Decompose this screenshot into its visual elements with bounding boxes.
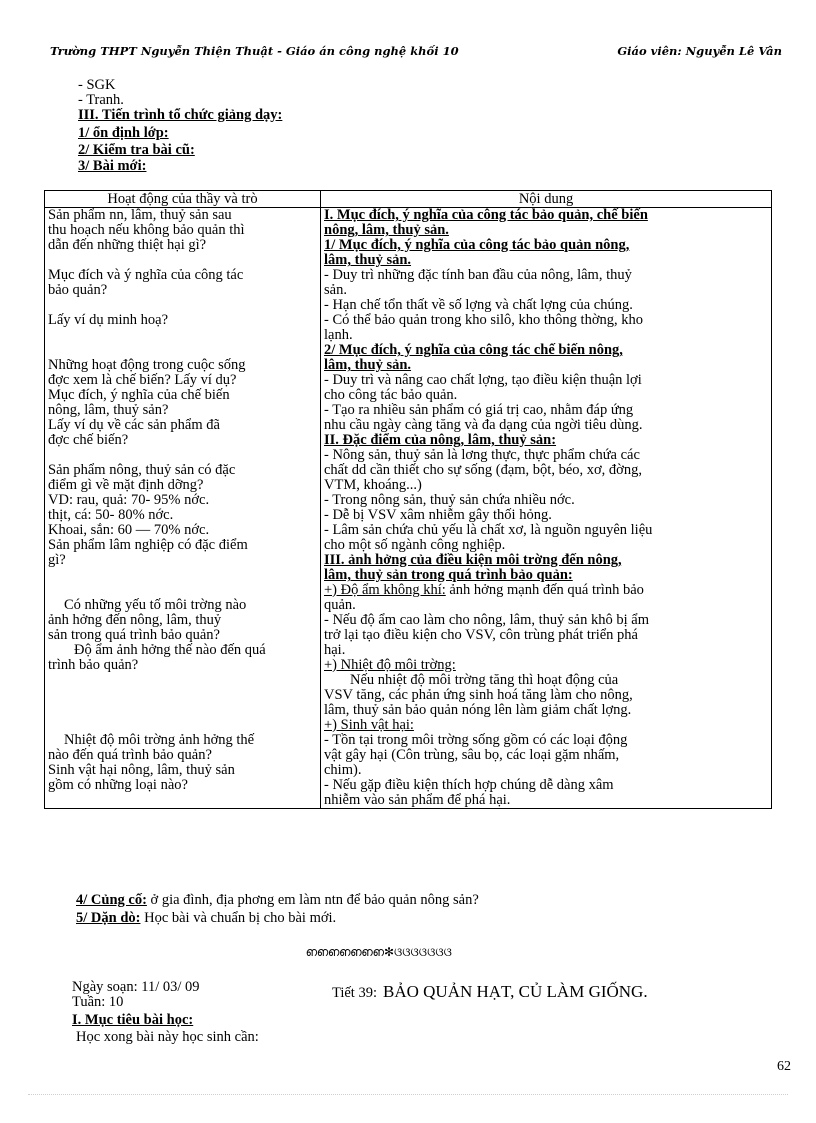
content-heading: I. Mục đích, ý nghĩa của công tác bảo quản, chế biến — [324, 207, 648, 223]
content-line: - Lâm sản chứa chủ yếu là chất xơ, là nguồn nguyên liệu — [324, 522, 653, 538]
content-line: chim). — [324, 762, 362, 778]
content-line: - Dễ bị VSV xâm nhiễm gây thối hỏng. — [324, 507, 552, 523]
content-subheading: 2/ Mục đích, ý nghĩa của công tác chế biến nông, — [324, 342, 623, 358]
homework-line — [76, 911, 336, 926]
question-line: đợc xem là chế biến? Lấy ví dụ? — [48, 372, 237, 388]
section-divider-ornament: ഩഩഩഩഩഩഩ✻ଓଓଓଓଓଓଓ — [306, 945, 452, 959]
question-line: bảo quản? — [48, 282, 108, 298]
page-header-left: Trường THPT Nguyễn Thiện Thuật - Giáo án công nghệ khối 10 — [50, 44, 459, 58]
question-line: VD: rau, quả: 70- 95% nớc. — [48, 492, 210, 508]
next-lesson-title-line — [332, 982, 648, 1002]
content-line: VTM, khoáng...) — [324, 477, 422, 493]
content-line: trở lại tạo điều kiện cho VSV, côn trùng phát triển phá — [324, 627, 638, 643]
period-label: Tiết 39: — [332, 985, 377, 1001]
content-line: chất dd cần thiết cho sự sống (đạm, bột, béo, xơ, đờng, — [324, 462, 642, 478]
content-heading: II. Đặc điểm của nông, lâm, thuỷ sản: — [324, 432, 557, 448]
prep-date: Ngày soạn: 11/ 03/ 09 — [72, 979, 200, 995]
step-2-homework-check: 2/ Kiểm tra bài cũ: — [78, 142, 195, 158]
content-line: - Nếu gặp điều kiện thích hợp chúng dễ dàng xâm — [324, 777, 614, 793]
question-line: gồm có những loại nào? — [48, 777, 188, 793]
content-heading: III. ảnh hởng của điều kiện môi trờng đến nông, — [324, 552, 622, 568]
question-line: Nhiệt độ môi trờng ảnh hởng thế — [64, 732, 255, 748]
question-line: sản trong quá trình bảo quản? — [48, 627, 220, 643]
question-line: Sinh vật hại nông, lâm, thuỷ sản — [48, 762, 235, 778]
content-heading: nông, lâm, thuỷ sản. — [324, 222, 449, 238]
objectives-intro: Học xong bài này học sinh cần: — [76, 1029, 259, 1045]
teacher-student-activities-cell — [45, 208, 321, 809]
homework-label: 5/ Dặn dò: — [76, 910, 141, 926]
material-textbook: - SGK — [78, 77, 116, 93]
table-header-row — [45, 191, 772, 208]
question-line: Sản phẩm nông, thuỷ sản có đặc — [48, 462, 236, 478]
temperature-subhead: +) Nhiệt độ môi trờng: — [324, 657, 456, 673]
question-line: gì? — [48, 552, 66, 568]
step-3-new-lesson: 3/ Bài mới: — [78, 158, 147, 174]
content-line: cho một số ngành công nghiệp. — [324, 537, 506, 553]
content-heading: lâm, thuỷ sản trong quá trình bảo quản: — [324, 567, 573, 583]
content-line: quản. — [324, 597, 356, 613]
content-line: nhiễm vào sản phẩm để phá hại. — [324, 792, 511, 808]
question-line: Sản phẩm lâm nghiệp có đặc điểm — [48, 537, 248, 553]
question-line: Độ ẩm ảnh hởng thế nào đến quá — [74, 642, 266, 658]
question-line: dẫn đến những thiệt hại gì? — [48, 237, 207, 253]
consolidation-text: ở gia đình, địa phơng em làm ntn để bảo quản nông sản? — [146, 892, 479, 908]
content-line: sản. — [324, 282, 347, 298]
page-header-right: Giáo viên: Nguyễn Lê Vân — [617, 44, 782, 58]
question-line: thu hoạch nếu không bảo quản thì — [48, 222, 245, 238]
content-line: - Nếu độ ẩm cao làm cho nông, lâm, thuỷ sản khô bị ẩm — [324, 612, 649, 628]
table-body-row — [45, 208, 772, 809]
content-line: VSV tăng, các phản ứng sinh hoá tăng làm cho nông, — [324, 687, 633, 703]
question-line: Có những yếu tố môi trờng nào — [64, 597, 247, 613]
content-line: cho công tác bảo quản. — [324, 387, 458, 403]
content-line: - Duy trì những đặc tính ban đầu của nông, lâm, thuỷ — [324, 267, 632, 283]
question-line: Lấy ví dụ về các sản phẩm đã — [48, 417, 220, 433]
section-3-title: III. Tiến trình tổ chức giảng dạy: — [78, 107, 283, 123]
content-cell — [321, 208, 772, 809]
question-line: điểm gì về mặt định dỡng? — [48, 477, 204, 493]
content-line: vật gây hại (Côn trùng, sâu bọ, các loại gặm nhấm, — [324, 747, 620, 763]
week-number: Tuần: 10 — [72, 994, 124, 1010]
question-line: ảnh hởng đến nông, lâm, thuỷ — [48, 612, 222, 628]
question-line: Lấy ví dụ minh hoạ? — [48, 312, 169, 328]
question-line: Mục đích, ý nghĩa của chế biến — [48, 387, 230, 403]
content-line: - Có thể bảo quản trong kho silô, kho thông thờng, kho — [324, 312, 643, 328]
consolidation-line — [76, 893, 479, 908]
content-line: ảnh hởng mạnh đến quá trình bảo — [445, 582, 644, 598]
consolidation-label: 4/ Củng cố: — [76, 892, 147, 908]
content-line: Nếu nhiệt độ môi trờng tăng thì hoạt động của — [350, 672, 619, 688]
question-line: Những hoạt động trong cuộc sống — [48, 357, 246, 373]
footer-dotted-rule — [28, 1094, 788, 1095]
question-line: nông, lâm, thuỷ sản? — [48, 402, 169, 418]
content-line: - Tồn tại trong môi trờng sống gồm có các loại động — [324, 732, 628, 748]
question-line: nào đến quá trình bảo quản? — [48, 747, 212, 763]
col-header-content: Nội dung — [321, 191, 772, 208]
content-line: - Duy trì và nâng cao chất lợng, tạo điều kiện thuận lợi — [324, 372, 642, 388]
content-subheading: 1/ Mục đích, ý nghĩa của công tác bảo quản nông, — [324, 237, 630, 253]
objectives-title: I. Mục tiêu bài học: — [72, 1012, 194, 1028]
question-line: Mục đích và ý nghĩa của công tác — [48, 267, 244, 283]
question-line: Sản phẩm nn, lâm, thuỷ sản sau — [48, 207, 232, 223]
lesson-plan-table — [44, 190, 772, 809]
pests-subhead: +) Sinh vật hại: — [324, 717, 414, 733]
content-line: - Trong nông sản, thuỷ sản chứa nhiều nớc. — [324, 492, 575, 508]
question-line: trình bảo quản? — [48, 657, 139, 673]
question-line: thịt, cá: 50- 80% nớc. — [48, 507, 174, 523]
content-line: - Hạn chế tổn thất về số lợng và chất lợng của chúng. — [324, 297, 633, 313]
content-subheading: lâm, thuỷ sản. — [324, 252, 412, 268]
step-1-class-order: 1/ ổn định lớp: — [78, 125, 169, 141]
content-line: hại. — [324, 642, 346, 658]
col-header-activities: Hoạt động của thầy và trò — [45, 191, 321, 208]
homework-text: Học bài và chuẩn bị cho bài mới. — [140, 910, 337, 926]
humidity-subhead: +) Độ ẩm không khí: — [324, 582, 446, 598]
question-line: Khoai, sắn: 60 — 70% nớc. — [48, 522, 210, 538]
content-line: lâm, thuỷ sản bảo quản nóng lên làm giảm chất lợng. — [324, 702, 632, 718]
content-line: lạnh. — [324, 327, 353, 343]
content-line: nhu cầu ngày càng tăng và đa dạng của ngời tiêu dùng. — [324, 417, 643, 433]
content-line: - Nông sản, thuỷ sản là lơng thực, thực phẩm chứa các — [324, 447, 640, 463]
content-subheading: lâm, thuỷ sản. — [324, 357, 412, 373]
question-line: đợc chế biến? — [48, 432, 129, 448]
material-pictures: - Tranh. — [78, 92, 124, 108]
next-lesson-title: BẢO QUẢN HẠT, CỦ LÀM GIỐNG. — [383, 982, 648, 1001]
page-number: 62 — [777, 1059, 791, 1074]
content-line: - Tạo ra nhiều sản phẩm có giá trị cao, nhằm đáp ứng — [324, 402, 634, 418]
